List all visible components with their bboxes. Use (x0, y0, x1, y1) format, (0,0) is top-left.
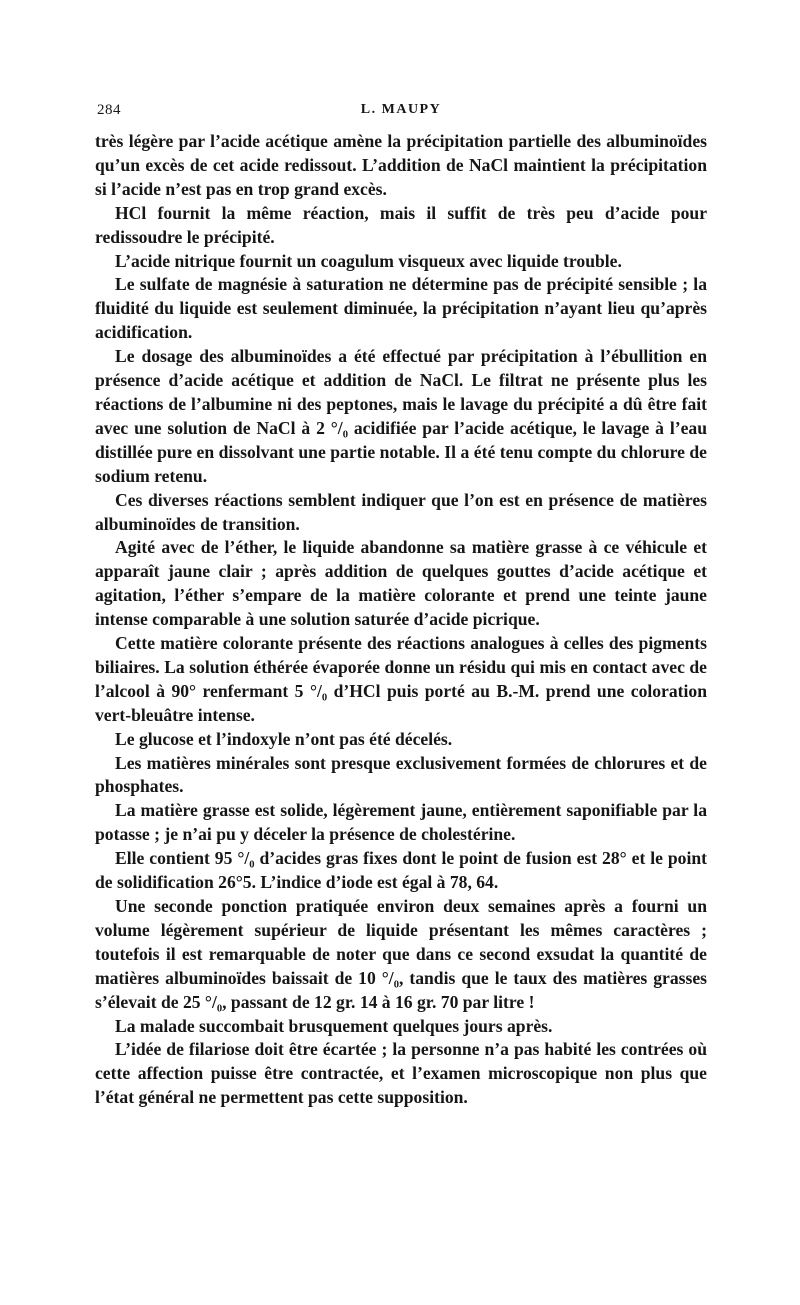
paragraph: Le dosage des albuminoïdes a été effectué par précipitation à l’ébullition en présence d’acide acétique et addition de NaCl. Le filtrat ne présente plus les réactions de l’albumine ni des peptones, mais le lavage du précipité a dû être fait avec une solution de NaCl à 2 °/₀ acidifiée par l’acide acétique, le lavage à l’eau distillée pure en dissolvant une partie notable. Il a été tenu compte du chlorure de sodium retenu. (95, 346, 707, 486)
paragraph: La matière grasse est solide, légèrement jaune, entièrement saponifiable par la potasse ; je n’ai pu y déceler la présence de cholestérine. (95, 800, 707, 845)
paragraph: L’idée de filariose doit être écartée ; la personne n’a pas habité les contrées où cette affection puisse être contractée, et l’examen microscopique non plus que l’état général ne permettent pas cette supposition. (95, 1039, 707, 1108)
paragraph: Elle contient 95 °/₀ d’acides gras fixes dont le point de fusion est 28° et le point de solidification 26°5. L’indice d’iode est égal à 78, 64. (95, 848, 707, 893)
paragraph: Le glucose et l’indoxyle n’ont pas été décelés. (115, 728, 453, 749)
paragraph: très légère par l’acide acétique amène la précipitation partielle des albuminoïdes qu’un excès de cet acide redissout. L’addition de NaCl maintient la précipitation si l’acide n’est pas en trop grand excès. (95, 131, 707, 199)
book-page (95, 100, 707, 1110)
paragraph: HCl fournit la même réaction, mais il suffit de très peu d’acide pour redissoudre le précipité. (95, 202, 707, 247)
running-title: L. MAUPY (360, 102, 442, 117)
paragraph: Ces diverses réactions semblent indiquer que l’on est en présence de matières albuminoïdes de transition. (95, 489, 707, 534)
paragraph: Le sulfate de magnésie à saturation ne détermine pas de précipité sensible ; la fluidité du liquide est seulement diminuée, la précipitation n’ayant lieu qu’après acidification. (95, 274, 707, 343)
paragraph: Une seconde ponction pratiquée environ deux semaines après a fourni un volume légèrement supérieur de liquide présentant les mêmes caractères ; toutefois il est remarquable de noter que dans ce second exsudat la quantité de matières albuminoïdes baissait de 10 °/₀, tandis que le taux des matières grasses s’élevait de 25 °/₀, passant de 12 gr. 14 à 16 gr. 70 par litre ! (95, 896, 707, 1012)
paragraph: L’acide nitrique fournit un coagulum visqueux avec liquide trouble. (115, 250, 622, 271)
running-header (95, 100, 707, 130)
paragraph: Les matières minérales sont presque exclusivement formées de chlorures et de phosphates. (95, 752, 707, 797)
body-text (95, 130, 707, 1110)
page-number: 284 (97, 102, 121, 118)
paragraph: Cette matière colorante présente des réactions analogues à celles des pigments biliaires. La solution éthérée évaporée donne un résidu qui mis en contact avec de l’alcool à 90° renfermant 5 °/₀ d’HCl puis porté au B.-M. prend une coloration vert-bleuâtre intense. (95, 633, 707, 725)
paragraph: Agité avec de l’éther, le liquide abandonne sa matière grasse à ce véhicule et apparaît jaune clair ; après addition de quelques gouttes d’acide acétique et agitation, l’éther s’empare de la matière colorante et prend une teinte jaune intense comparable à une solution saturée d’acide picrique. (95, 537, 707, 630)
paragraph: La malade succombait brusquement quelques jours après. (115, 1015, 553, 1036)
